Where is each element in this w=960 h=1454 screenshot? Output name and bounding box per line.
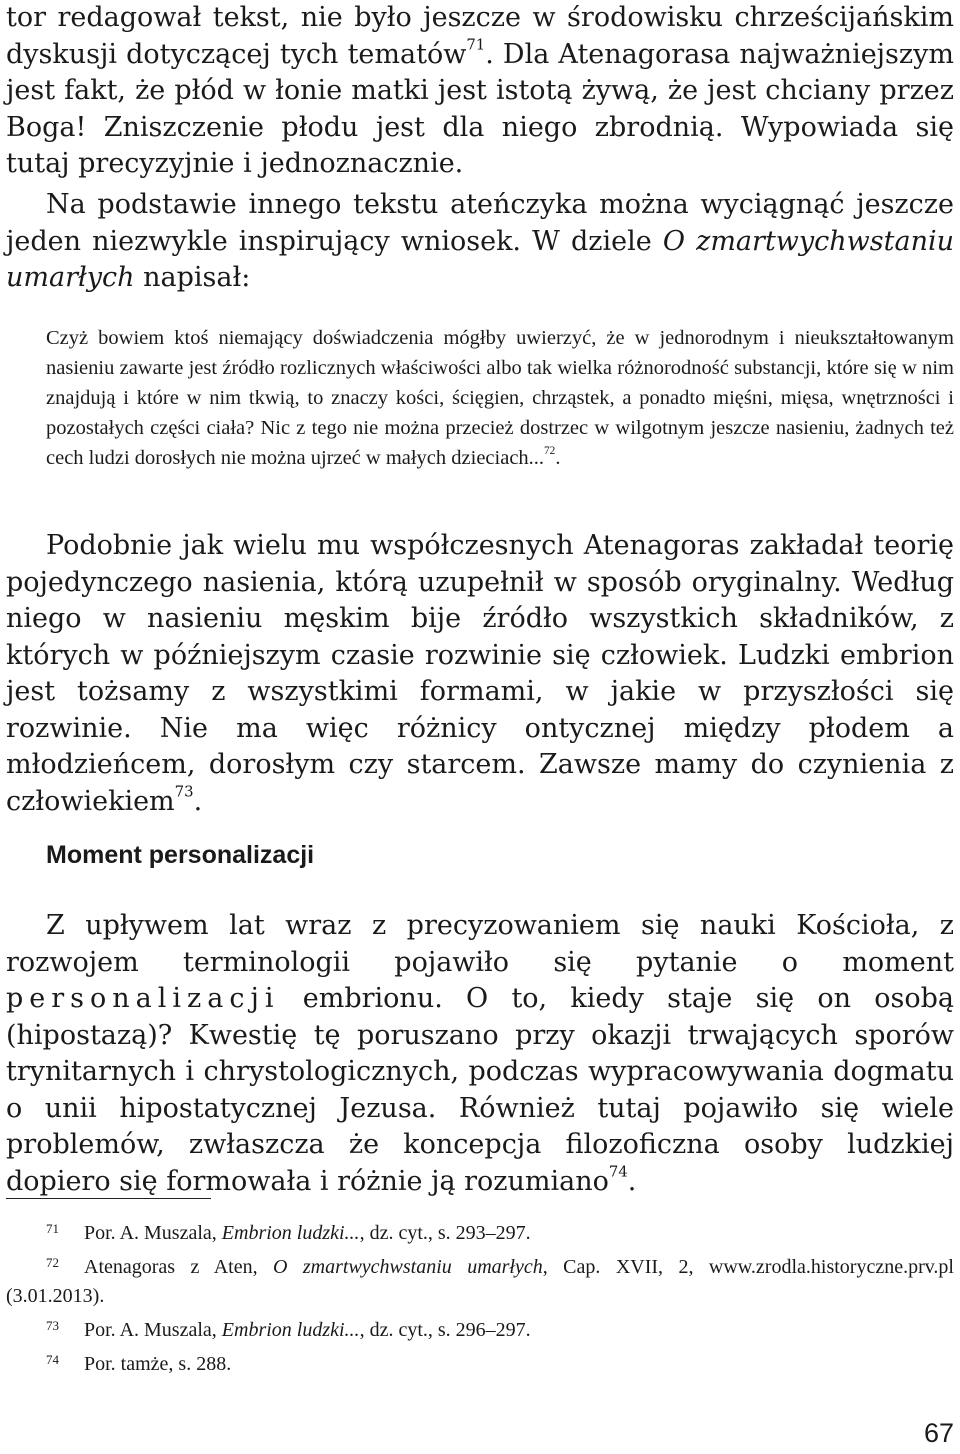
footnote-divider (6, 1198, 211, 1199)
footnote-text-cont: , dz. cyt., s. 293–297. (359, 1222, 531, 1244)
paragraph-4-end: . (627, 1165, 637, 1197)
footnote-number: 71 (46, 1221, 59, 1236)
paragraph-1-text: tor redagował tekst, nie było jeszcze w środowisku chrześcijańskim dyskusji dotyczącej tych tematów (6, 2, 954, 70)
quote-end: . (555, 447, 561, 469)
footnote-text: Por. A. Muszala, (84, 1319, 222, 1341)
paragraph-1-text-cont: . Dla Atenagorasa najważniejszym jest fakt, że płód w łonie matki jest istotą żywą, że jest chciany przez Boga! Zniszczenie płodu jest dla niego zbrodnią. Wypowiada się tutaj precyzyjnie i jednoznacznie. (6, 38, 954, 179)
paragraph-2 (6, 187, 954, 297)
footnote-text: Atenagoras z Aten, (84, 1256, 274, 1278)
paragraph-4 (6, 908, 954, 1200)
paragraph-4-text: Z upływem lat wraz z precyzowaniem się nauki Kościoła, z rozwojem terminologii pojawiło się pytanie o moment (6, 910, 954, 978)
footnote-73 (6, 1311, 954, 1345)
footnote-74 (6, 1345, 954, 1379)
paragraph-3-text: Podobnie jak wielu mu współczesnych Atenagoras zakładał teorię pojedynczego nasienia, którą uzupełnił w sposób oryginalny. Według niego w nasieniu męskim bije źródło wszystkich składników, z których w późniejszym czasie rozwinie się człowiek. Ludzki embrion jest tożsamy z wszystkimi formami, w jakie w przyszłości się rozwinie. Nie ma więc różnicy ontycznej między płodem a młodzieńcem, dorosłym czy starcem. Zawsze mamy do czynienia z człowiekiem (6, 530, 954, 817)
footnote-title: O zmartwychwstaniu umarłych (273, 1256, 543, 1278)
footnote-72 (6, 1248, 954, 1311)
spaced-term: personalizacji (6, 983, 280, 1014)
footnote-title: Embrion ludzki... (221, 1222, 360, 1244)
footnote-number: 74 (46, 1352, 59, 1367)
footnote-ref-73: 73 (174, 782, 194, 801)
paragraph-1 (6, 0, 954, 183)
work-title: O zmartwychwstaniu umarłych (6, 225, 954, 293)
footnote-title: Embrion ludzki... (221, 1319, 360, 1341)
footnote-number: 72 (46, 1255, 59, 1270)
paragraph-3-text-cont: . (193, 785, 203, 817)
footnote-text-cont: , dz. cyt., s. 296–297. (359, 1319, 531, 1341)
section-heading: Moment personalizacji (46, 841, 315, 869)
footnote-text-cont: , Cap. XVII, 2, www.zrodla.historyczne.prv.pl (3.01.2013). (6, 1256, 954, 1307)
footnote-ref-72: 72 (544, 444, 556, 457)
footnote-text: Por. tamże, s. 288. (84, 1353, 232, 1375)
footnote-ref-74: 74 (608, 1162, 628, 1181)
paragraph-2-text: Na podstawie innego tekstu ateńczyka można wyciągnąć jeszcze jeden niezwykle inspirujący wniosek. W dziele (6, 189, 954, 257)
footnote-71 (6, 1214, 954, 1248)
paragraph-3 (6, 528, 954, 820)
paragraph-4-text-cont: embrionu. O to, kiedy staje się on osobą (hipostazą)? Kwestię tę poruszano przy okazji trwających sporów trynitarnych i chrystologicznych, podczas wypracowywania dogmatu o unii hipostatycznej Jezusa. Również tutaj pojawiło się wiele problemów, zwłaszcza że koncepcja filozoficzna osoby ludzkiej dopiero się formowała i różnie ją rozumiano (6, 983, 954, 1197)
footnotes (6, 1214, 954, 1379)
footnote-ref-71: 71 (466, 35, 486, 54)
paragraph-2-text-cont: napisał: (134, 262, 251, 293)
footnote-text: Por. A. Muszala, (84, 1222, 222, 1244)
block-quote (6, 323, 954, 473)
footnote-number: 73 (46, 1318, 59, 1333)
quote-text: Czyż bowiem ktoś niemający doświadczenia mógłby uwierzyć, że w jednorodnym i nieukształtowanym nasieniu zawarte jest źródło rozlicznych właściwości albo tak wielka różnorodność substancji, które się w nim znajdują i które w nim tkwią, to znaczy kości, ścięgien, chrząstek, a ponadto mięśni, mięsa, wnętrzności i pozostałych części ciała? Nic z tego nie można przecież dostrzec w wilgotnym jeszcze nasieniu, żadnych też cech ludzi dorosłych nie można ujrzeć w małych dzieciach... (46, 327, 954, 469)
page-number: 67 (923, 1418, 954, 1448)
